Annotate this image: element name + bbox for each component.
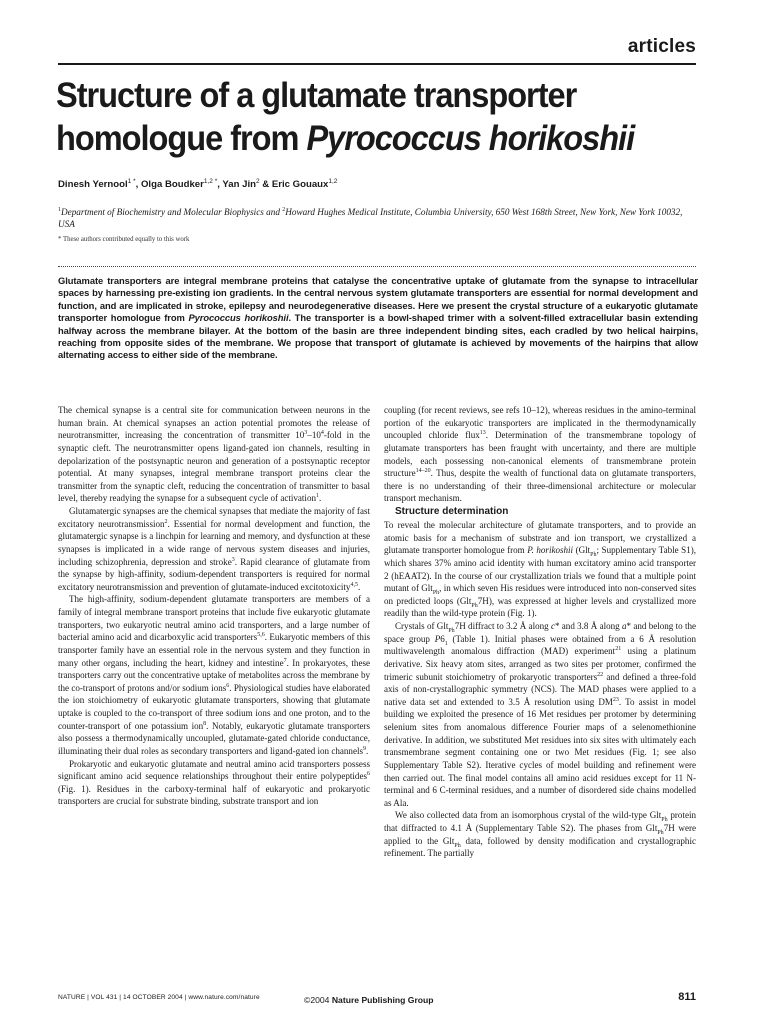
- page-number: 811: [678, 991, 696, 1003]
- author-list: [58, 178, 337, 190]
- journal-citation: NATURE | VOL 431 | 14 OCTOBER 2004 | www.nature.com/nature: [58, 994, 260, 1001]
- title-species: Pyrococcus horikoshii: [306, 119, 635, 158]
- author-2-affil: 1,2 *: [203, 178, 218, 185]
- citation: 14–20: [415, 468, 431, 475]
- section-heading-structure-determination: Structure determination: [395, 506, 509, 517]
- species-name: P. horikoshii: [527, 545, 574, 556]
- text-run: and defined a three-fold axis of non-crystallographic symmetry (NCS). The MAD phases were applied to a native data set and extended to 3.5 Å resolution using DM: [384, 671, 696, 707]
- citation: 9: [363, 745, 366, 752]
- author-3: , Yan Jin: [217, 179, 256, 191]
- text-run: -fold in the synaptic cleft. The neurotransmitter opens ligand-gated ion channels, resulting in depolarization of the postsynaptic neuron and generation of a postsynaptic receptor potential. At many synapses, integral membrane transport proteins clear the transmitter from the synaptic cleft, reducing the concentration of transmitter to basal level, thereby readying the synapse for a subsequent cycle of activation: [58, 430, 371, 504]
- dotted-separator: [58, 266, 696, 267]
- text-run: protein that diffracted to 4.1 Å (Supplementary Table S2). The phases from Glt: [384, 810, 696, 833]
- text-run: . Physiological studies have elaborated the ion stoichiometry of eukaryotic glutamate transporters, showing that glutamate uptake is coupled to the co-transport of three sodium ions and one proton, and to the counter-transport of one potassium ion: [58, 682, 370, 731]
- author-4: & Eric Gouaux: [259, 179, 329, 191]
- text-run: .: [357, 581, 361, 592]
- text-run: Prokaryotic and eukaryotic glutamate and neutral amino acid transporters possess significant amino acid sequence relationships throughout their entire polypeptides: [58, 758, 370, 782]
- paragraph-glutamatergic: [58, 505, 370, 593]
- text-run: . Eukaryotic members of this transporter family have an essential role in the nervous system and they function in many other organs, including the heart, kidney and intestine: [58, 632, 370, 668]
- exponent: 3: [304, 430, 308, 437]
- subscript: Ph: [661, 817, 668, 824]
- title-line-2: [56, 117, 688, 160]
- text-run: . Notably, eukaryotic glutamate transporters also possess a thermodynamically uncoupled, glutamate-gated chloride conductance, illuminating their dual roles as secondary transporters and ligand-gated ion channels: [58, 720, 371, 756]
- axis-symbol: a: [621, 621, 627, 631]
- citation: 22: [597, 671, 604, 678]
- subscript: 1: [444, 640, 448, 647]
- title-line-1: Structure of a glutamate transporter: [56, 76, 577, 115]
- copyright-year: ©2004: [304, 995, 332, 1005]
- text-run: . Essential for normal development and function, the glutamatergic synapse is a linchpin for learning and memory, and dysfunction at these synapses is implicated in a wide range of nervous system diseases and injuries, including schizophrenia, depression and stroke: [58, 518, 370, 567]
- text-run: 7H were applied to the Glt: [384, 823, 696, 846]
- text-run: * and 3.8 Å along: [554, 621, 622, 631]
- exponent: 4: [320, 430, 324, 437]
- citation: 5,6: [257, 632, 265, 639]
- citation: 21: [615, 646, 622, 653]
- text-run: 7H diffract to 3.2 Å along: [454, 621, 551, 631]
- text-run: * and belong to the space group: [384, 621, 696, 644]
- abstract-species: Pyrococcus horikoshii: [188, 312, 289, 324]
- author-1: Dinesh Yernool: [58, 179, 128, 191]
- abstract-part-1: Glutamate transporters are integral membrane proteins that catalyse the concentrative uptake of glutamate from the synapse to intracellular spaces by harnessing pre-existing ion gradients. In the central nervous system glutamate transporters are essential for normal development and function, and are implicated in stroke, epilepsy and neurodegenerative diseases. Here we present the crystal structure of a eukaryotic glutamate transporter homologue from: [58, 275, 698, 324]
- text-run: .: [366, 745, 369, 756]
- text-run: coupling (for recent reviews, see refs 10–12), whereas residues in the amino-terminal portion of the eukaryotic transporters are implicated in the thermodynamically uncoupled chloride flux: [384, 405, 696, 441]
- affil-2-text: Howard Hughes Medical Institute, Columbia University, 650 West 168th Street, New York, New York 10032, USA: [58, 207, 683, 230]
- text-run: (Table 1). Initial phases were obtained from a 6 Å resolution multiwavelength anomalous diffraction (MAD) experiment: [384, 633, 696, 657]
- article-title: [56, 74, 688, 160]
- paragraph-sequence-relationships: [58, 758, 370, 809]
- text-run: . Thus, despite the wealth of functional data on glutamate transporters, there is no understanding of their three-dimensional architecture or molecular transport mechanism.: [384, 468, 696, 504]
- text-run: 7H), was expressed at higher levels and crystallized more readily than the wild-type protein (Fig. 1).: [384, 595, 696, 619]
- citation: 1: [316, 493, 319, 500]
- body-column-left: [58, 404, 370, 808]
- text-run: .: [319, 493, 322, 504]
- header-rule: [58, 63, 696, 65]
- title-line-2-prefix: homologue from: [56, 119, 307, 158]
- citation: 2: [164, 518, 168, 525]
- citation: 8: [203, 720, 207, 727]
- text-run: –10: [307, 430, 321, 441]
- citation: 23: [612, 696, 619, 703]
- author-2: , Olga Boudker: [135, 179, 204, 191]
- paragraph-crystals: [384, 620, 696, 809]
- text-run: ; Supplementary Table S1), which shares 37% amino acid identity with human excitatory amino acid transporter 2 (hEAAT2). In the course of our crystallization trials we found that a multiple point mutant of Glt: [384, 545, 696, 594]
- abstract: [58, 275, 698, 362]
- text-run: We also collected data from an isomorphous crystal of the wild-type Glt: [395, 810, 662, 821]
- citation: 7: [283, 657, 287, 664]
- section-label: articles: [627, 36, 696, 57]
- affil-1-text: Department of Biochemistry and Molecular Biophysics and: [61, 207, 283, 218]
- subscript: Ph: [590, 552, 597, 559]
- text-run: The chemical synapse is a central site for communication between neurons in the human brain. At chemical synapses an action potential promotes the release of neurotransmitter, increasing the concentration of transmitter 10: [58, 405, 370, 441]
- text-run: Crystals of Glt: [395, 621, 449, 631]
- text-run: . To assist in model building we exploited the presence of 16 Met residues per protomer by determining selenium sites from anomalous difference Fourier maps of a selenomethionine derivative. In addition, we substituted Met residues into six sites with ultimately each transmembrane segment containing one or two Met residues (Fig. 1; see also Supplementary Table S2). Iterative cycles of model building and refinement were then carried out. The final model contains all amino acid residues except for 11 N-terminal and 6 C-terminal residues, and a number of disordered side chains modelled as Ala.: [384, 696, 696, 808]
- text-run: Glutamatergic synapses are the chemical synapses that mediate the majority of fast excitatory neurotransmission: [58, 506, 370, 529]
- paragraph-transporter-family: [58, 593, 370, 757]
- body-column-right: [384, 404, 696, 860]
- citation: 3: [231, 556, 235, 563]
- subscript: Ph: [657, 829, 664, 836]
- text-run: (Fig. 1). Residues in the carboxy-terminal half of eukaryotic and prokaryotic transporters are crucial for substrate binding, substrate transport and ion: [58, 783, 370, 807]
- subscript: Ph: [448, 627, 455, 634]
- citation: 4,5: [350, 581, 358, 588]
- text-run: The high-affinity, sodium-dependent glutamate transporters are members of a family of integral membrane transport proteins that include five eukaryotic glutamate transporters, two eukaryotic neutral amino acid transporters, and a large number of bacterial amino acid and dicarboxylic acid transporters: [58, 594, 370, 643]
- affil-1-marker: 1: [58, 207, 61, 213]
- text-run: , in which seven His residues were introduced into non-conserved sites on predicted loops (Glt: [384, 583, 696, 606]
- author-1-affil: 1 *: [127, 178, 136, 185]
- subscript: Ph: [454, 842, 461, 849]
- equal-contribution-note: * These authors contributed equally to this work: [58, 236, 190, 243]
- text-run: data, followed by density modification and crystallographic refinement. The partially: [384, 835, 696, 859]
- subscript: Ph: [432, 589, 440, 596]
- subscript: Ph: [471, 602, 478, 609]
- text-run: To reveal the molecular architecture of glutamate transporters, and to provide an atomic basis for a mechanism of substrate and ion transport, we crystallized a glutamate transporter homologue from: [384, 520, 696, 556]
- abstract-part-2: . The transporter is a bowl-shaped trimer with a solvent-filled extracellular basin extending halfway across the membrane bilayer. At the bottom of the basin are three independent binding sites, each cradled by two helical hairpins, reaching from opposite sides of the membrane. We propose that transport of glutamate is achieved by movements of the hairpins that allow alternating access to either side of the membrane.: [58, 312, 699, 361]
- text-run: 6: [440, 633, 445, 644]
- copyright-line: [304, 995, 434, 1005]
- author-4-affil: 1,2: [328, 178, 338, 185]
- text-run: using a platinum derivative. Six heavy atom sites, arranged as two sites per protomer, confirmed the trimeric subunit stoichiometry of prokaryotic transporters: [384, 646, 696, 682]
- paragraph-crystallization: [384, 519, 696, 620]
- citation: 6: [367, 771, 370, 778]
- text-run: . In prokaryotes, these transporters carry out the concentrative uptake of metabolites across the membrane by the co-transport of protons and/or sodium ions: [58, 657, 370, 693]
- affil-2-marker: 2: [282, 207, 286, 213]
- paragraph-coupling: [384, 404, 696, 505]
- text-run: (Glt: [573, 545, 591, 556]
- space-group-symbol: P: [434, 633, 441, 644]
- text-run: . Rapid clearance of glutamate from the synapse by high-affinity, sodium-dependent transporters is required for normal excitatory neurotransmission and prevention of glutamate-induced excitotoxicity: [58, 556, 370, 592]
- paragraph-synapse-intro: [58, 404, 370, 505]
- paragraph-isomorphous: [384, 809, 696, 860]
- affiliations: [58, 204, 698, 230]
- publisher-name: Nature Publishing Group: [331, 995, 434, 1005]
- author-3-affil: 2: [255, 178, 260, 185]
- axis-symbol: c: [550, 621, 555, 631]
- citation: 6: [226, 682, 230, 689]
- citation: 13: [479, 430, 486, 437]
- text-run: . Determination of the transmembrane topology of glutamate transporters has been fraught with uncertainty, and there are multiple models, each possessing non-canonical elements of transmembrane protein structure: [384, 430, 696, 479]
